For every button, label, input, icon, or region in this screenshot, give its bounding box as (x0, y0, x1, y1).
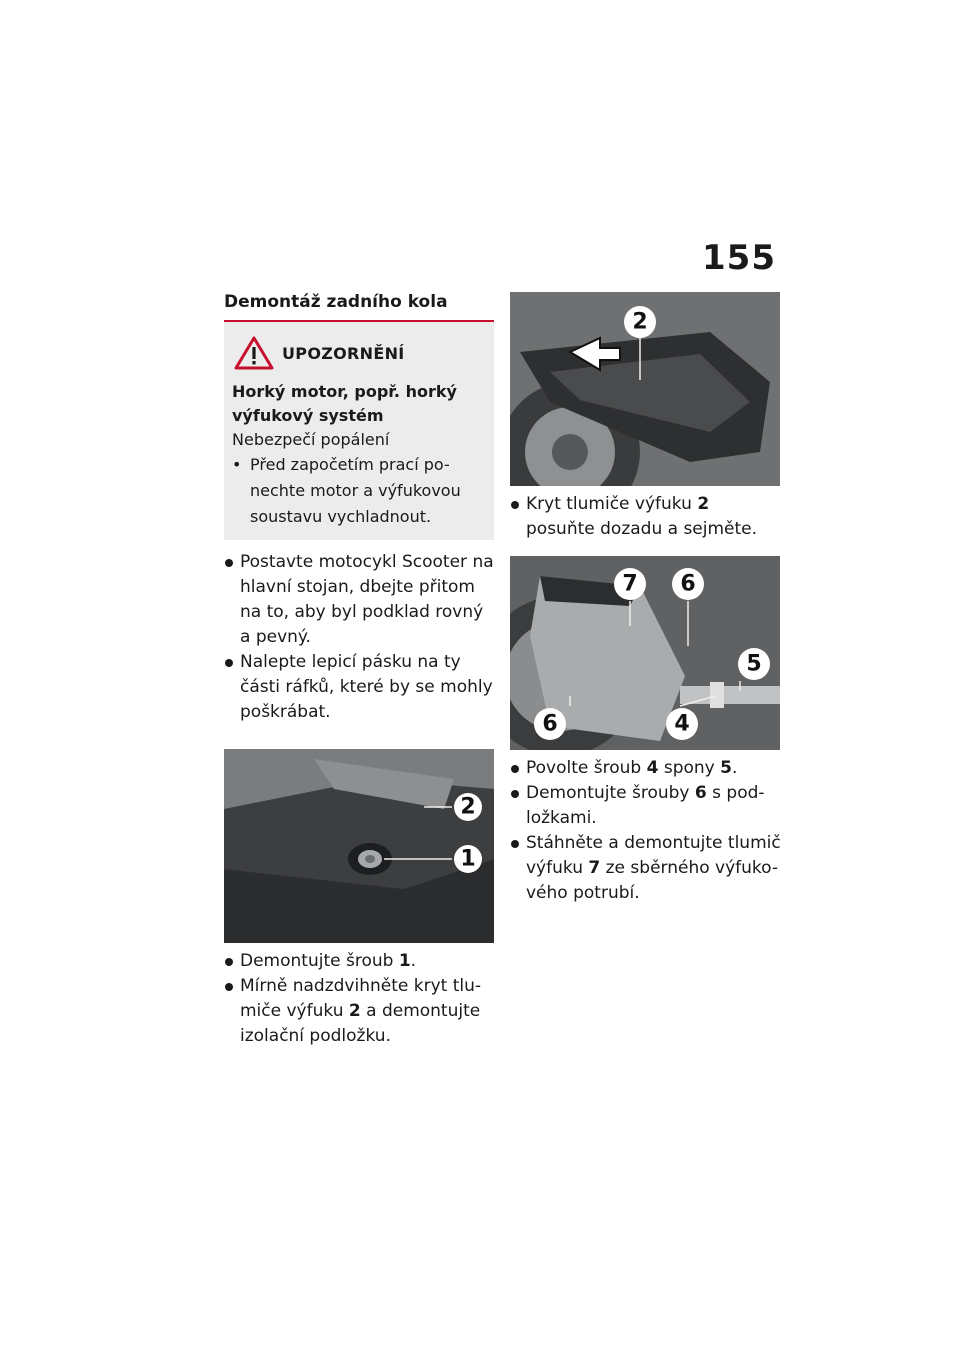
callout-4: 4 (674, 711, 690, 737)
left-column (224, 292, 494, 1049)
list-item: Nalepte lepicí pásku na ty části ráfků, které by se mohly poškrábat. (224, 650, 494, 725)
warning-box (224, 322, 494, 540)
warning-triangle-icon (234, 336, 274, 370)
right-column (510, 292, 782, 906)
steps-list-a (224, 550, 494, 725)
steps-list-b (224, 949, 494, 1049)
callout-7: 7 (622, 571, 638, 597)
list-item: Demontujte šroub 1. (224, 949, 494, 974)
callout-1: 1 (460, 846, 476, 872)
photo-exhaust-cover (510, 292, 780, 486)
warning-subject-line2: výfukový systém (232, 406, 384, 425)
warning-subject-line1: Horký motor, popř. horký (232, 382, 457, 401)
steps-list-d (510, 756, 782, 906)
warning-bullet: • Před započetím prací po-nechte motor a výfukovou soustavu vychladnout. (232, 452, 486, 530)
list-item: Povolte šroub 4 spony 5. (510, 756, 782, 781)
list-item: Postavte motocykl Scooter na hlavní stojan, dbejte přitom na to, aby byl podklad rovný a pevný. (224, 550, 494, 650)
steps-list-c (510, 492, 782, 542)
callout-6: 6 (680, 571, 696, 597)
callout-6: 6 (542, 711, 558, 737)
section-title: Demontáž zadního kola (224, 292, 448, 312)
warning-label: UPOZORNĚNÍ (282, 343, 405, 363)
warning-hazard: Nebezpečí popálení (232, 430, 390, 449)
callout-5: 5 (746, 651, 762, 677)
photo-cover-bolt (224, 749, 494, 943)
callout-2: 2 (460, 794, 476, 820)
callout-2: 2 (632, 309, 648, 335)
photo-muffler (510, 556, 780, 750)
list-item: Kryt tlumiče výfuku 2 posuňte dozadu a sejměte. (510, 492, 782, 542)
list-item: Mírně nadzdvihněte kryt tlu-miče výfuku 2 a demontujte izolační podložku. (224, 974, 494, 1049)
list-item: Demontujte šrouby 6 s pod-ložkami. (510, 781, 782, 831)
page-number: 155 (702, 238, 776, 278)
list-item: Stáhněte a demontujte tlumič výfuku 7 ze sběrného výfuko-vého potrubí. (510, 831, 782, 906)
